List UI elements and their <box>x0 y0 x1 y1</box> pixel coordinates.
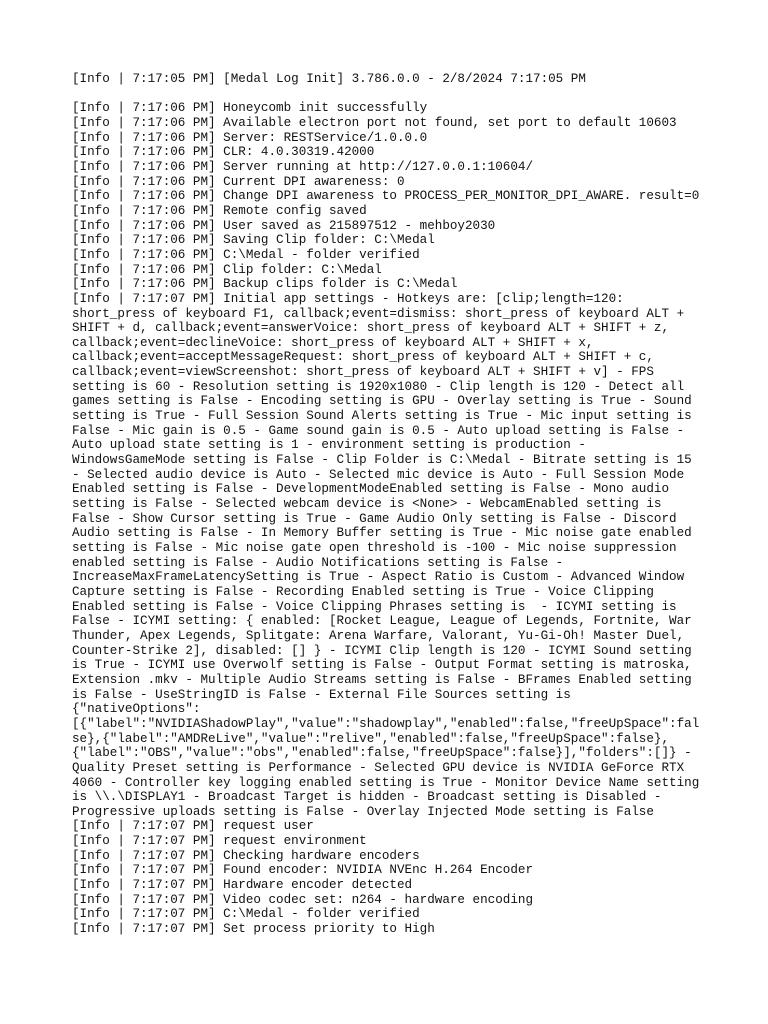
log-line: False - Show Cursor setting is True - Game Audio Only setting is False - Discord <box>72 511 677 526</box>
log-text-block <box>72 72 708 937</box>
log-line: Enabled setting is False - Voice Clipping Phrases setting is - ICYMI setting is <box>72 599 677 614</box>
log-line: Counter-Strike 2], disabled: [] } - ICYMI Clip length is 120 - ICYMI Sound setting <box>72 643 692 658</box>
log-line: [Info | 7:17:06 PM] Backup clips folder is C:\Medal <box>72 277 458 292</box>
log-line: callback;event=viewScreenshot: short_press of keyboard ALT + SHIFT + v] - FPS <box>72 365 654 380</box>
log-line: [Info | 7:17:06 PM] Saving Clip folder: C:\Medal <box>72 233 435 248</box>
log-line: [Info | 7:17:06 PM] Clip folder: C:\Medal <box>72 262 382 277</box>
log-line: [Info | 7:17:07 PM] Set process priority to High <box>72 922 435 937</box>
log-line: [Info | 7:17:05 PM] [Medal Log Init] 3.786.0.0 - 2/8/2024 7:17:05 PM <box>72 72 586 86</box>
log-line: [Info | 7:17:06 PM] Server: RESTService/1.0.0.0 <box>72 130 428 145</box>
log-line: Quality Preset setting is Performance - Selected GPU device is NVIDIA GeForce RTX <box>72 760 685 775</box>
log-line: games setting is False - Encoding setting is GPU - Overlay setting is True - Sound <box>72 394 692 409</box>
log-line: - Selected audio device is Auto - Selected mic device is Auto - Full Session Mode <box>72 467 685 482</box>
log-line: [{"label":"NVIDIAShadowPlay","value":"shadowplay","enabled":false,"freeUpSpace":fal <box>72 716 700 731</box>
log-line: [Info | 7:17:06 PM] Honeycomb init successfully <box>72 101 428 116</box>
log-line: [Info | 7:17:06 PM] Server running at http://127.0.0.1:10604/ <box>72 159 534 174</box>
log-line: {"nativeOptions": <box>72 702 201 717</box>
log-line: is \\.\DISPLAY1 - Broadcast Target is hidden - Broadcast setting is Disabled - <box>72 790 662 805</box>
log-line: [Info | 7:17:06 PM] Current DPI awareness: 0 <box>72 174 405 189</box>
log-line: callback;event=declineVoice: short_press of keyboard ALT + SHIFT + x, <box>72 335 594 350</box>
log-line: is False - UseStringID is False - External File Sources setting is <box>72 687 571 702</box>
log-line: 4060 - Controller key logging enabled setting is True - Monitor Device Name setting <box>72 775 700 790</box>
log-line: setting is True - Full Session Sound Alerts setting is True - Mic input setting is <box>72 409 692 424</box>
log-line: [Info | 7:17:06 PM] Remote config saved <box>72 203 367 218</box>
log-line: Enabled setting is False - DevelopmentModeEnabled setting is False - Mono audio <box>72 482 670 497</box>
log-line: Audio setting is False - In Memory Buffer setting is True - Mic noise gate enabled <box>72 526 692 541</box>
log-line: enabled setting is False - Audio Notifications setting is False - <box>72 555 564 570</box>
log-line: False - ICYMI setting: { enabled: [Rocket League, League of Legends, Fortnite, War <box>72 614 692 629</box>
log-line: [Info | 7:17:07 PM] Initial app settings - Hotkeys are: [clip;length=120: <box>72 291 624 306</box>
log-line: setting is False - Selected webcam device is <None> - WebcamEnabled setting is <box>72 497 662 512</box>
log-line: callback;event=acceptMessageRequest: short_press of keyboard ALT + SHIFT + c, <box>72 350 654 365</box>
log-line: [Info | 7:17:07 PM] C:\Medal - folder verified <box>72 907 420 922</box>
log-line: [Info | 7:17:06 PM] CLR: 4.0.30319.42000 <box>72 145 375 160</box>
log-line: [Info | 7:17:06 PM] C:\Medal - folder verified <box>72 247 420 262</box>
log-line: [Info | 7:17:07 PM] Hardware encoder detected <box>72 878 413 893</box>
log-line: [Info | 7:17:07 PM] Checking hardware encoders <box>72 848 420 863</box>
log-line: [Info | 7:17:06 PM] User saved as 215897512 - mehboy2030 <box>72 218 496 233</box>
log-line: [Info | 7:17:06 PM] Change DPI awareness to PROCESS_PER_MONITOR_DPI_AWARE. result=0 <box>72 189 700 204</box>
log-line: IncreaseMaxFrameLatencySetting is True - Aspect Ratio is Custom - Advanced Window <box>72 570 685 585</box>
log-line: Progressive uploads setting is False - Overlay Injected Mode setting is False <box>72 804 654 819</box>
log-line: Extension .mkv - Multiple Audio Streams setting is False - BFrames Enabled setting <box>72 672 692 687</box>
log-line: [Info | 7:17:07 PM] request environment <box>72 834 367 849</box>
log-line: Thunder, Apex Legends, Splitgate: Arena Warfare, Valorant, Yu-Gi-Oh! Master Duel, <box>72 628 685 643</box>
log-line: setting is 60 - Resolution setting is 1920x1080 - Clip length is 120 - Detect all <box>72 379 685 394</box>
log-line: {"label":"OBS","value":"obs","enabled":false,"freeUpSpace":false}],"folders":[]} - <box>72 746 692 761</box>
log-line: SHIFT + d, callback;event=answerVoice: short_press of keyboard ALT + SHIFT + z, <box>72 321 670 336</box>
log-line: WindowsGameMode setting is False - Clip Folder is C:\Medal - Bitrate setting is 15 <box>72 453 692 468</box>
log-line: setting is False - Mic noise gate open threshold is -100 - Mic noise suppression <box>72 541 677 555</box>
log-line: Auto upload state setting is 1 - environment setting is production - <box>72 438 586 453</box>
log-line: se},{"label":"AMDReLive","value":"relive","enabled":false,"freeUpSpace":false}, <box>72 731 670 746</box>
log-line: short_press of keyboard F1, callback;event=dismiss: short_press of keyboard ALT + <box>72 306 685 321</box>
log-line: [Info | 7:17:06 PM] Available electron port not found, set port to default 10603 <box>72 115 677 130</box>
log-line: [Info | 7:17:07 PM] Found encoder: NVIDIA NVEnc H.264 Encoder <box>72 863 534 878</box>
log-line: Capture setting is False - Recording Enabled setting is True - Voice Clipping <box>72 584 654 599</box>
log-line: is True - ICYMI use Overwolf setting is False - Output Format setting is matroska, <box>72 658 692 673</box>
log-line: [Info | 7:17:07 PM] Video codec set: n264 - hardware encoding <box>72 892 534 907</box>
log-line: [Info | 7:17:07 PM] request user <box>72 819 314 834</box>
log-line: False - Mic gain is 0.5 - Game sound gain is 0.5 - Auto upload setting is False - <box>72 423 685 438</box>
